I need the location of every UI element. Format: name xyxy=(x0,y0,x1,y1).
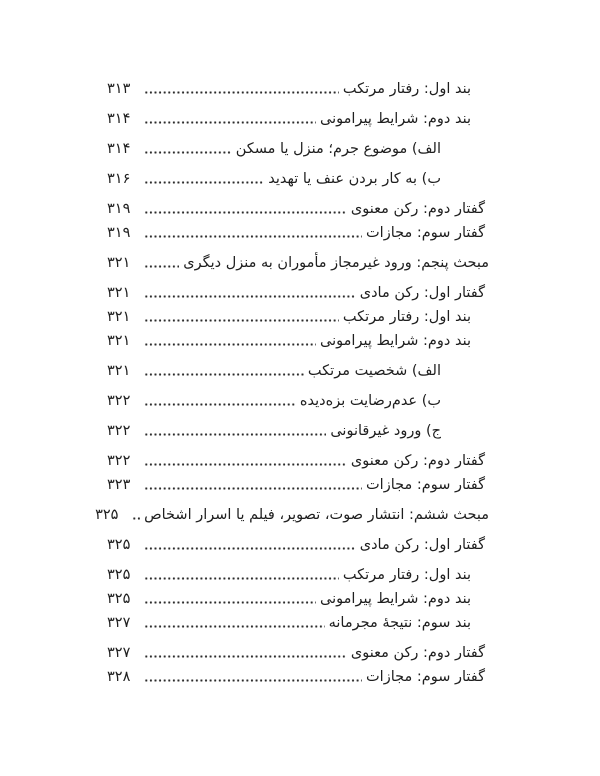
toc-entry xyxy=(107,251,489,275)
toc-entry-title: بند دوم: شرایط پیرامونی xyxy=(320,591,471,607)
dot-leader xyxy=(144,473,362,497)
toc-entry-page-number: ۳۲۸ xyxy=(107,669,131,685)
toc-entry-page-number: ۳۱۶ xyxy=(107,171,131,187)
toc-entry xyxy=(107,329,471,353)
toc-entry-page-number: ۳۱۴ xyxy=(107,111,131,127)
toc-entry-page-number: ۳۱۹ xyxy=(107,201,131,217)
toc-entry-title: ب) به کار بردن عنف یا تهدید xyxy=(268,171,441,187)
toc-entry-title: مبحث ششم: انتشار صوت، تصویر، فیلم یا اسرار اشخاص xyxy=(144,507,489,523)
toc-entry-title: ج) ورود غیرقانونی xyxy=(330,423,441,439)
toc-entry-page-number: ۳۱۹ xyxy=(107,225,131,241)
toc-entry-page-number: ۳۲۵ xyxy=(107,567,131,583)
toc-entry xyxy=(107,533,485,557)
toc-entry-title: گفتار دوم: رکن معنوی xyxy=(350,453,485,469)
toc-entry-title: گفتار اول: رکن مادی xyxy=(359,285,485,301)
toc-entry xyxy=(107,563,471,587)
toc-entry-page-number: ۳۲۷ xyxy=(107,645,131,661)
toc-entry-page-number: ۳۲۲ xyxy=(107,423,131,439)
toc-entry-page-number: ۳۲۲ xyxy=(107,393,131,409)
toc-entry-title: گفتار سوم: مجازات xyxy=(366,669,485,685)
toc-entry xyxy=(107,419,441,443)
toc-entry-page-number: ۳۲۱ xyxy=(107,255,131,271)
toc-entry-title: گفتار دوم: رکن معنوی xyxy=(350,645,485,661)
dot-leader xyxy=(144,419,326,443)
toc-entry-title: بند دوم: شرایط پیرامونی xyxy=(320,111,471,127)
toc-entry xyxy=(107,107,471,131)
dot-leader xyxy=(144,305,339,329)
toc-entry-title: الف) شخصیت مرتکب xyxy=(307,363,441,379)
toc-entry-page-number: ۳۲۵ xyxy=(107,591,131,607)
toc-entry xyxy=(95,503,489,527)
toc-entry-page-number: ۳۱۳ xyxy=(107,81,131,97)
toc-entry xyxy=(107,221,485,245)
dot-leader xyxy=(144,389,296,413)
toc-entry xyxy=(107,197,485,221)
toc-entry xyxy=(107,587,471,611)
toc-entry-page-number: ۳۲۱ xyxy=(107,333,131,349)
toc-entry-page-number: ۳۲۱ xyxy=(107,285,131,301)
dot-leader xyxy=(144,329,316,353)
toc-entry xyxy=(107,281,485,305)
toc-entry-title: بند دوم: شرایط پیرامونی xyxy=(320,333,471,349)
toc-entry-title: گفتار اول: رکن مادی xyxy=(359,537,485,553)
toc-entry xyxy=(107,137,441,161)
dot-leader xyxy=(144,665,362,689)
dot-leader xyxy=(144,77,339,101)
toc-entry-page-number: ۳۲۳ xyxy=(107,477,131,493)
toc-entry xyxy=(107,665,485,689)
dot-leader xyxy=(144,533,356,557)
toc-entry xyxy=(107,305,471,329)
toc-entry xyxy=(107,167,441,191)
toc-entry xyxy=(107,77,471,101)
dot-leader xyxy=(144,641,347,665)
dot-leader xyxy=(144,167,264,191)
toc-entry-page-number: ۳۱۴ xyxy=(107,141,131,157)
toc-entry-title: بند سوم: نتیجۀ مجرمانه xyxy=(328,615,471,631)
toc-entry-title: بند اول: رفتار مرتکب xyxy=(342,81,471,97)
toc-entry-title: گفتار سوم: مجازات xyxy=(366,225,485,241)
dot-leader xyxy=(144,137,232,161)
toc-entry-title: گفتار دوم: رکن معنوی xyxy=(350,201,485,217)
toc-entry xyxy=(107,641,485,665)
toc-entry xyxy=(107,389,441,413)
dot-leader xyxy=(144,251,179,275)
toc-entry-title: مبحث پنجم: ورود غیرمجاز مأموران به منزل دیگری xyxy=(183,255,489,271)
toc-list xyxy=(95,77,489,689)
toc-entry xyxy=(107,449,485,473)
dot-leader xyxy=(144,281,356,305)
dot-leader xyxy=(144,221,362,245)
dot-leader xyxy=(144,197,347,221)
dot-leader xyxy=(144,587,316,611)
toc-entry-title: الف) موضوع جرم؛ منزل یا مسکن xyxy=(235,141,441,157)
toc-entry-page-number: ۳۲۵ xyxy=(107,537,131,553)
toc-entry-page-number: ۳۲۱ xyxy=(107,309,131,325)
toc-entry-title: گفتار سوم: مجازات xyxy=(366,477,485,493)
dot-leader xyxy=(144,611,325,635)
dot-leader xyxy=(144,359,304,383)
toc-entry-page-number: ۳۲۲ xyxy=(107,453,131,469)
toc-entry xyxy=(107,359,441,383)
dot-leader xyxy=(144,107,316,131)
toc-entry-page-number: ۳۲۷ xyxy=(107,615,131,631)
toc-entry xyxy=(107,473,485,497)
dot-leader xyxy=(132,503,140,527)
toc-entry-title: بند اول: رفتار مرتکب xyxy=(342,567,471,583)
dot-leader xyxy=(144,449,347,473)
toc-entry-title: بند اول: رفتار مرتکب xyxy=(342,309,471,325)
toc-entry xyxy=(107,611,471,635)
toc-entry-title: ب) عدم‌رضایت بزه‌دیده xyxy=(299,393,441,409)
dot-leader xyxy=(144,563,339,587)
toc-entry-page-number: ۳۲۱ xyxy=(107,363,131,379)
toc-entry-page-number: ۳۲۵ xyxy=(95,507,119,523)
